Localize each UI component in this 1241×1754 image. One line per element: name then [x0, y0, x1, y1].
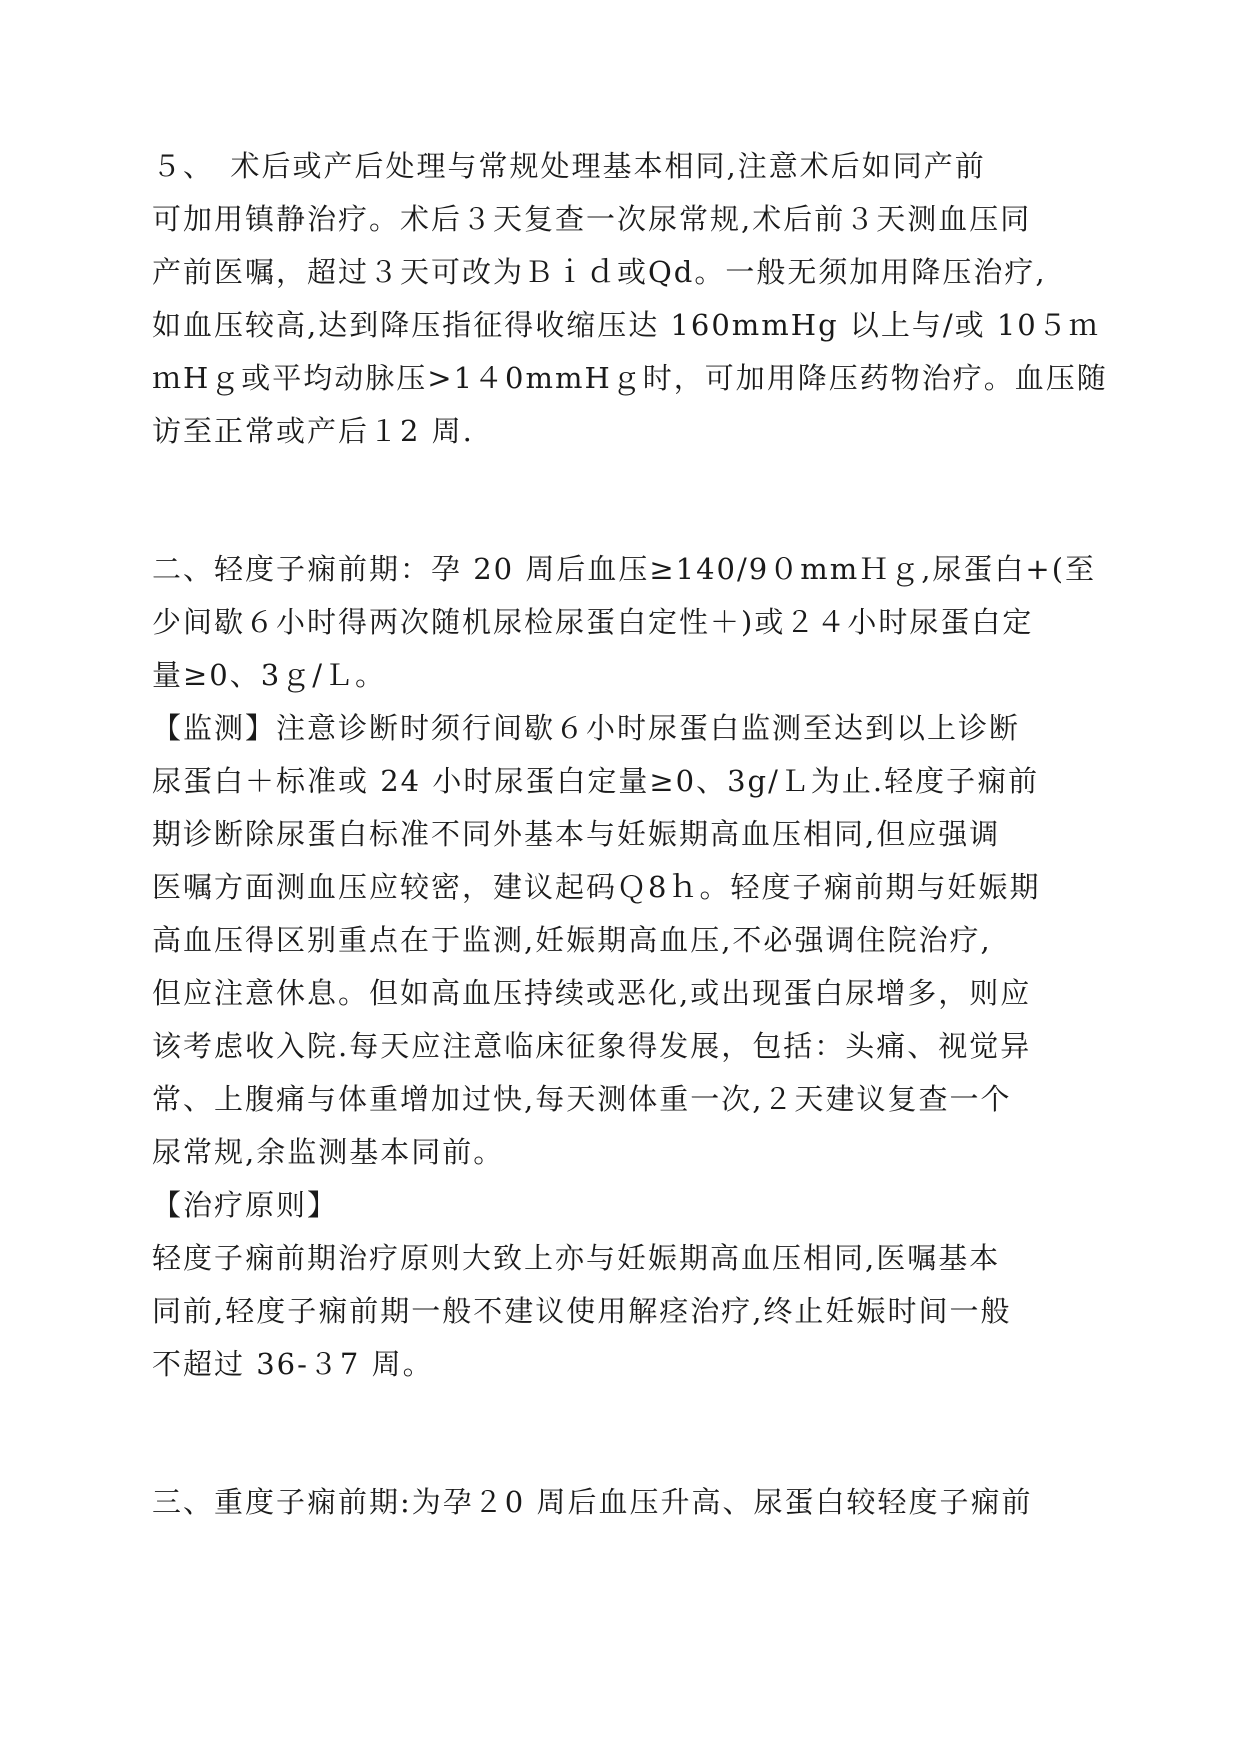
- text-line: 如血压较高,达到降压指征得收缩压达 160mmHg 以上与/或 10５ｍ: [152, 308, 1100, 342]
- section-heading-mild-preeclampsia: 二、轻度子痫前期：孕 20 周后血压≥140/9０mmＨｇ,尿蛋白+(至: [152, 552, 1097, 586]
- text-line: 不超过 36-３7 周。: [152, 1347, 434, 1381]
- text-line: 高血压得区别重点在于监测,妊娠期高血压,不必强调住院治疗,: [152, 923, 992, 957]
- text-line: 但应注意休息。但如高血压持续或恶化,或出现蛋白尿增多，则应: [152, 976, 1032, 1010]
- text-line: 该考虑收入院.每天应注意临床征象得发展，包括：头痛、视觉异: [152, 1029, 1032, 1063]
- text-line: 量≥0、3ｇ/Ｌ。: [152, 658, 386, 692]
- text-line: 产前医嘱，超过３天可改为Ｂｉｄ或Qd。一般无须加用降压治疗,: [152, 255, 1047, 289]
- text-line: ｍHｇ或平均动脉压>1４0mmHｇ时，可加用降压药物治疗。血压随: [152, 361, 1108, 395]
- section-heading-severe-preeclampsia: 三、重度子痫前期:为孕２0 周后血压升高、尿蛋白较轻度子痫前: [152, 1485, 1033, 1519]
- text-line: 同前,轻度子痫前期一般不建议使用解痉治疗,终止妊娠时间一般: [152, 1294, 1012, 1328]
- text-line: 访至正常或产后１2 周.: [152, 414, 474, 448]
- text-line: 常、上腹痛与体重增加过快,每天测体重一次,２天建议复查一个: [152, 1082, 1012, 1116]
- text-line: 轻度子痫前期治疗原则大致上亦与妊娠期高血压相同,医嘱基本: [152, 1241, 1001, 1275]
- text-line: 期诊断除尿蛋白标准不同外基本与妊娠期高血压相同,但应强调: [152, 817, 1001, 851]
- text-line: 可加用镇静治疗。术后３天复查一次尿常规,术后前３天测血压同: [152, 202, 1032, 236]
- text-line: 尿常规,余监测基本同前。: [152, 1135, 505, 1169]
- monitoring-heading: 【监测】注意诊断时须行间歇６小时尿蛋白监测至达到以上诊断: [152, 711, 1021, 745]
- treatment-principles-heading: 【治疗原则】: [152, 1188, 339, 1222]
- text-line: 尿蛋白＋标准或 24 小时尿蛋白定量≥0、3g/Ｌ为止.轻度子痫前: [152, 764, 1040, 798]
- text-line: 少间歇６小时得两次随机尿检尿蛋白定性＋)或２４小时尿蛋白定: [152, 605, 1034, 639]
- text-line: ５、 术后或产后处理与常规处理基本相同,注意术后如同产前: [152, 149, 986, 183]
- text-line: 医嘱方面测血压应较密，建议起码Ｑ8ｈ。轻度子痫前期与妊娠期: [152, 870, 1041, 904]
